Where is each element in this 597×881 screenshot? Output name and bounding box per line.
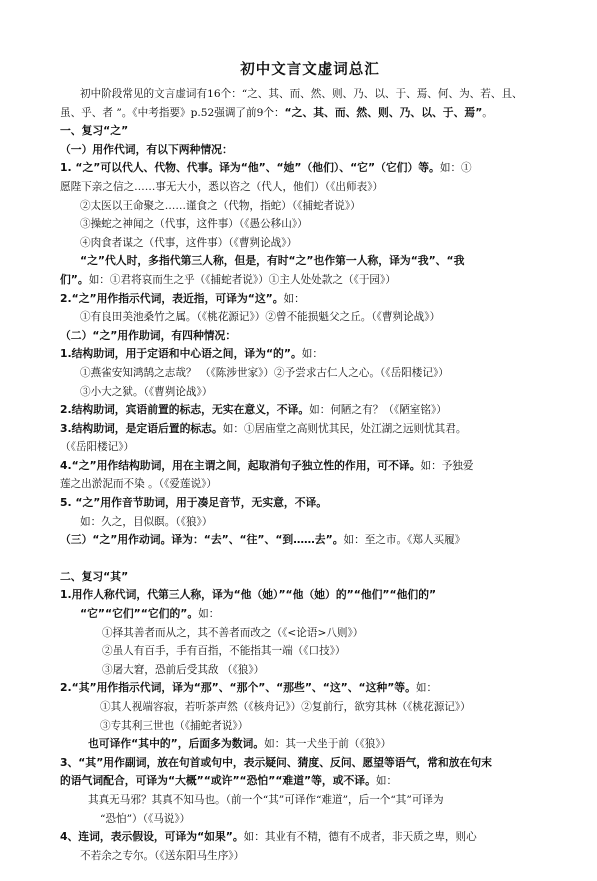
text-line — [60, 215, 560, 234]
text-line — [60, 234, 560, 253]
text-line — [60, 308, 560, 327]
text-line — [60, 457, 560, 476]
plain-text: 其真无马邪？其真不知马也。（前一个“其”可译作“难道”，后一个“其”可译为 — [88, 793, 444, 806]
bold-text: 二、复习“其” — [60, 569, 129, 583]
plain-text: 如：① — [439, 162, 472, 175]
plain-text: ①其人视端容寂，若听茶声然（《核舟记》）②复前行，欲穷其林（《桃花源记》） — [100, 701, 471, 713]
plain-text: 莲之出淤泥而不染 。（《爱莲说》） — [60, 478, 217, 491]
text-line — [60, 531, 560, 550]
plain-text: 如：其业有不精，德有不成者，非天质之卑，则心 — [243, 831, 477, 844]
text-line — [60, 178, 560, 197]
bold-text: 4.“之”用作结构助词，用在主谓之间，起取消句子独立性的作用，可不译。 — [60, 458, 421, 472]
text-line — [60, 661, 560, 680]
text-line — [60, 141, 560, 160]
text-line — [60, 252, 560, 271]
plain-text: ②虽人有百手，手有百指，不能指其一端（《口技》） — [102, 645, 346, 658]
bold-text: “之”代人时，多指代第三人称，但是，有时“之”也作第一人称，译为“我”、“我 — [80, 254, 465, 268]
bold-text: （一）用作代词，有以下两种情况： — [60, 142, 233, 156]
plain-text: 如：至之市。《郑人买履》 — [343, 534, 466, 547]
bold-text: 的语气词配合，可译为“大概”“或许”“恐怕”“难道”等，或不译。 — [60, 774, 376, 788]
plain-text: 如：①君将哀而生之乎（《捕蛇者说》）①主人处处款之（《于园》） — [88, 273, 396, 286]
plain-text: ③屠大窘，恐前后受其敌 （《狼》） — [102, 663, 265, 676]
bold-text: “它”“它们”“它们的”。 — [80, 607, 199, 621]
text-line — [60, 364, 560, 383]
bold-text: 1.用作人称代词，代第三人称，译为“他（她）”“他（她）的”“他们”“他们的” — [60, 588, 437, 602]
text-line — [60, 475, 560, 494]
bold-text: （二）“之”用作助词，有四种情况： — [60, 328, 237, 342]
text-line — [60, 383, 560, 402]
plain-text: 如： — [283, 292, 305, 305]
text-line — [60, 438, 560, 457]
plain-text: 。 — [482, 106, 493, 119]
plain-text: 如： — [415, 682, 438, 695]
bold-text: 们”。 — [60, 272, 89, 286]
bold-text: 1.结构助词，用于定语和中心语之间，译为“的”。 — [60, 347, 302, 361]
plain-text: 如：何陋之有？（《陋室铭》） — [309, 404, 447, 417]
bold-text: 1. “之”可以代人、代物、代事。译为“他”、“她”（他们）、“它”（它们）等。 — [60, 161, 440, 175]
plain-text: 不若余之专尔。（《送东阳马生序》） — [80, 849, 245, 862]
bold-text: “之、其、而、然、则、乃、以、于、焉” — [284, 105, 483, 119]
text-line — [60, 197, 560, 216]
plain-text: ③专其利三世也（《捕蛇者说》） — [100, 719, 249, 732]
text-line — [60, 122, 560, 141]
text-line — [60, 679, 560, 698]
plain-text: 如：予独爱 — [420, 459, 474, 472]
bold-text: 4、连词，表示假设，可译为“如果”。 — [60, 830, 244, 844]
plain-text: ③操蛇之神闻之（代事，这件事）（《愚公移山》） — [80, 218, 308, 231]
text-line — [60, 159, 560, 178]
text-line — [60, 772, 560, 791]
text-line — [60, 828, 560, 847]
text-line — [60, 420, 560, 439]
plain-text: 如：其一犬坐于前（《狼》） — [264, 738, 392, 751]
bold-text: 5. “之”用作音节助词，用于凑足音节，无实意，不译。 — [60, 496, 328, 510]
plain-text: ②太医以王命聚之……谨食之（代物，指蛇）（《捕蛇者说》） — [80, 199, 361, 212]
bold-text: 2.结构助词，宾语前置的标志，无实在意义，不译。 — [60, 403, 310, 417]
text-line — [60, 698, 560, 717]
text-line — [60, 847, 560, 866]
document-title: 初中文言文虚词总汇 — [240, 61, 380, 78]
plain-text: 如： — [198, 608, 220, 621]
plain-text: 虽、乎、者 ”。《中考指要》p.52强调了前9个： — [60, 106, 285, 119]
text-line — [60, 513, 560, 532]
text-line — [60, 104, 560, 123]
plain-text: ①燕雀安知鸿鹄之志哉？ （《陈涉世家》）②予尝求古仁人之心。（《岳阳楼记》） — [80, 366, 449, 379]
bold-text: 3.结构助词，是定语后置的标志。 — [60, 421, 223, 435]
bold-text: 一、复习“之” — [60, 124, 129, 138]
plain-text: “恐怕”）（《马说》） — [100, 812, 191, 825]
text-line — [60, 791, 560, 810]
plain-text: 愿陛下亲之信之……事无大小，悉以咨之（代人，他们）（《出师表》） — [60, 180, 384, 193]
bold-text: 2.“其”用作指示代词，译为“那”、“那个”、“那些”、“这”、“这种”等。 — [60, 681, 416, 695]
text-line — [60, 810, 560, 829]
text-line — [60, 642, 560, 661]
text-line — [60, 345, 560, 364]
document-body — [60, 85, 560, 865]
plain-text: ①有良田美池桑竹之属。（《桃花源记》）②曾不能损魁父之丘。（《曹刿论战》） — [80, 311, 441, 324]
bold-text: 2.“之”用作指示代词，表近指，可译为“这”。 — [60, 291, 284, 305]
plain-text: （《岳阳楼记》） — [60, 441, 135, 454]
plain-text: 如：①居庙堂之高则忧其民，处江湖之远则忧其君。 — [222, 422, 467, 435]
plain-text: 如： — [375, 775, 398, 788]
text-line — [60, 327, 560, 346]
text-line — [60, 290, 560, 309]
document-page — [60, 58, 560, 865]
text-line — [60, 586, 560, 605]
text-line — [60, 624, 560, 643]
bold-text: （三）“之”用作动词。译为：“去”、“往”、“到……去”。 — [60, 533, 344, 547]
plain-text: 如： — [301, 348, 323, 361]
text-line — [60, 271, 560, 290]
text-line — [60, 605, 560, 624]
plain-text: ①择其善者而从之，其不善者而改之（《<论语>八则》） — [102, 626, 364, 639]
plain-text: 初中阶段常见的文言虚词有16个：“之、其、而、然、则、乃、以、于、焉、何、为、若、且、 — [80, 88, 523, 100]
plain-text: ③小大之狱。（《曹刿论战》） — [80, 385, 213, 398]
plain-text: 如：久之，目似瞑。（《狼》） — [80, 515, 213, 528]
text-line — [60, 717, 560, 736]
text-line — [60, 494, 560, 513]
text-line — [60, 401, 560, 420]
text-line — [60, 85, 560, 104]
section-gap — [60, 550, 560, 568]
bold-text: 也可译作“其中的”，后面多为数词。 — [88, 737, 265, 751]
bold-text: 3、“其”用作副词，放在句首或句中，表示疑问、猜度、反问、愿望等语气，常和放在句末 — [60, 755, 492, 769]
text-line — [60, 754, 560, 773]
text-line — [60, 568, 560, 587]
plain-text: ④肉食者谋之（代事，这件事）（《曹刿论战》） — [80, 236, 298, 249]
text-line — [60, 735, 560, 754]
